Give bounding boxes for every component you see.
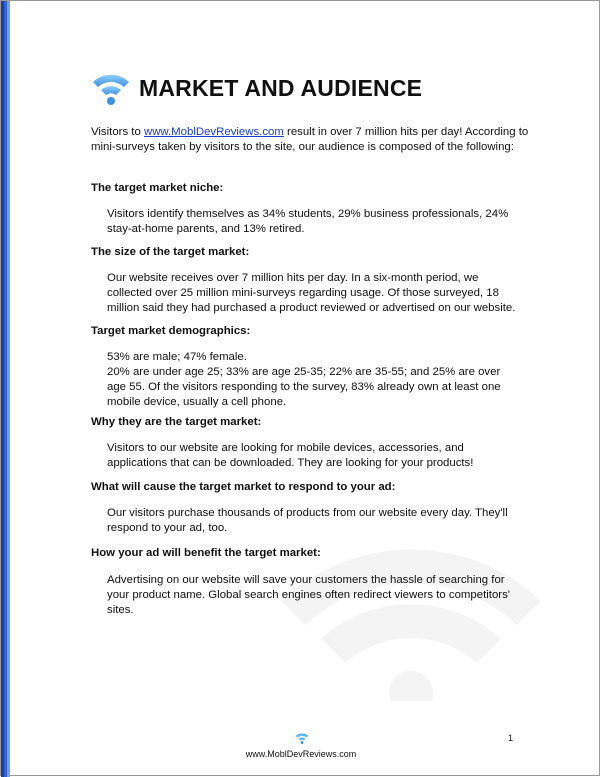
section-paragraph: Advertising on our website will save your customers the hassle of searching for your product name. Global search engines often redirect viewers to competitors' sites. <box>107 574 510 616</box>
section-body <box>107 441 519 471</box>
section-heading: Target market demographics: <box>91 325 251 337</box>
section-body <box>107 271 519 316</box>
section-paragraph: Visitors to our website are looking for mobile devices, accessories, and applications that can be downloaded. They are looking for your products! <box>107 442 474 469</box>
section-heading: How your ad will benefit the target market: <box>91 547 321 559</box>
section-body <box>107 506 519 536</box>
section-heading: The size of the target market: <box>91 246 250 258</box>
intro-paragraph <box>91 125 531 155</box>
wifi-icon <box>91 70 131 106</box>
page-title: MARKET AND AUDIENCE <box>139 74 423 101</box>
left-accent-bar <box>1 1 10 777</box>
intro-text-end: result in over 7 million hits per day! According to mini-surveys taken by visitors to the site, our audience is composed of the following: <box>91 126 529 153</box>
intro-text-start: Visitors to <box>91 126 144 138</box>
section-heading: Why they are the target market: <box>91 416 262 428</box>
section-paragraph: 53% are male; 47% female. <box>107 351 247 363</box>
website-link[interactable]: www.MoblDevReviews.com <box>143 126 284 138</box>
footer-url: www.MoblDevReviews.com <box>245 749 357 759</box>
section-paragraph: Our visitors purchase thousands of products from our website every day. They'll respond to your ad, too. <box>107 507 508 534</box>
section-paragraph: Our website receives over 7 million hits per day. In a six-month period, we collected over 25 million mini-surveys regarding usage. Of those surveyed, 18 million said they had purchased a product reviewed or advertised on our website. <box>107 272 516 314</box>
section-paragraph: 20% are under age 25; 33% are age 25-35; 22% are 35-55; and 25% are over age 55. Of the visitors responding to the survey, 83% already own at least one mobile device, usually a cell phone. <box>107 366 501 408</box>
section-paragraph: Visitors identify themselves as 34% students, 29% business professionals, 24% stay-at-home parents, and 13% retired. <box>107 208 509 235</box>
title-row <box>91 69 422 107</box>
page-number: 1 <box>508 733 514 743</box>
section-body <box>107 207 519 237</box>
section-body <box>107 573 519 618</box>
wifi-icon <box>295 731 309 745</box>
section-body <box>107 350 519 410</box>
section-heading: What will cause the target market to respond to your ad: <box>91 481 396 493</box>
section-heading: The target market niche: <box>91 182 224 194</box>
